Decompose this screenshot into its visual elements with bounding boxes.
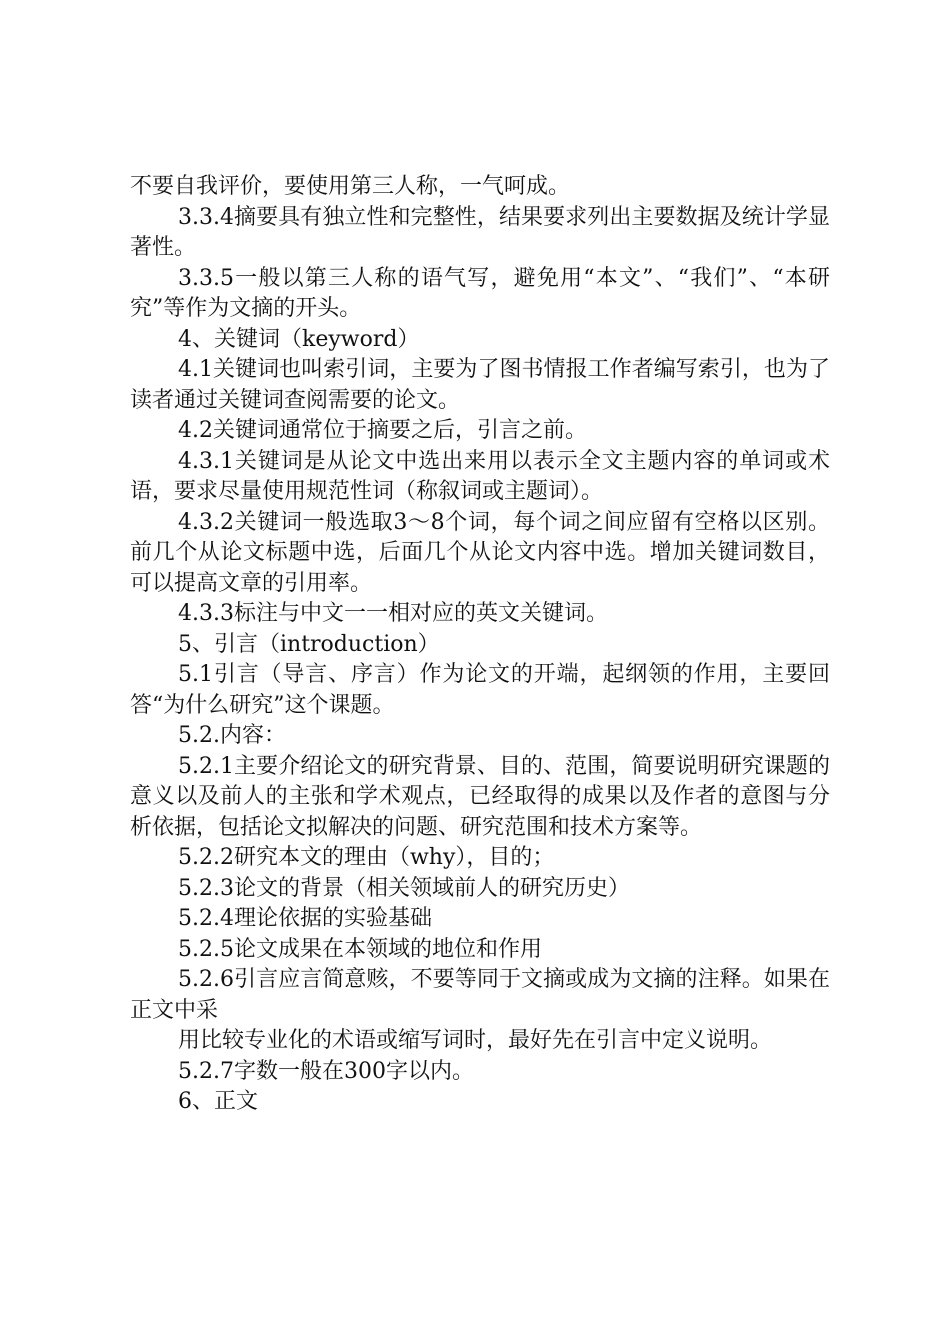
- paragraph: 不要自我评价，要使用第三人称，一气呵成。: [130, 174, 571, 199]
- paragraph: 5.1引言（导言、序言）作为论文的开端，起纲领的作用，主要回答“为什么研究”这个课题。: [130, 662, 830, 718]
- paragraph: 3.3.4摘要具有独立性和完整性，结果要求列出主要数据及统计学显著性。: [130, 204, 830, 260]
- paragraph: 4.3.3标注与中文一一相对应的英文关键词。: [178, 601, 608, 626]
- paragraph: 4.2关键词通常位于摘要之后，引言之前。: [178, 418, 587, 443]
- paragraph: 5.2.5论文成果在本领域的地位和作用: [178, 936, 542, 962]
- paragraph: 5.2.3论文的背景（相关领域前人的研究历史）: [178, 875, 630, 901]
- paragraph: 5.2.2研究本文的理由（why），目的；: [178, 845, 555, 870]
- subsection-heading-content: 5.2.内容：: [178, 723, 286, 748]
- document-body: [130, 172, 830, 1118]
- paragraph: 用比较专业化的术语或缩写词时，最好先在引言中定义说明。: [178, 1028, 773, 1053]
- section-heading-body: 6、正文: [178, 1089, 258, 1114]
- paragraph: 5.2.1主要介绍论文的研究背景、目的、范围，简要说明研究课题的意义以及前人的主张和学术观点，已经取得的成果以及作者的意图与分析依据，包括论文拟解决的问题、研究范围和技术方案等。: [130, 753, 830, 840]
- section-heading-introduction: 5、引言（introduction）: [178, 631, 440, 657]
- paragraph: 3.3.5一般以第三人称的语气写，避免用“本文”、“我们”、“本研究”等作为文摘的开头。: [130, 265, 830, 321]
- paragraph: 5.2.4理论依据的实验基础: [178, 906, 432, 931]
- section-heading-keywords: 4、关键词（keyword）: [178, 326, 420, 352]
- paragraph: 4.3.1关键词是从论文中选出来用以表示全文主题内容的单词或术语，要求尽量使用规范性词（称叙词或主题词）。: [130, 448, 830, 504]
- paragraph: 5.2.7字数一般在300字以内。: [178, 1058, 474, 1084]
- paragraph: 4.1关键词也叫索引词，主要为了图书情报工作者编写索引，也为了读者通过关键词查阅需要的论文。: [130, 357, 830, 413]
- paragraph: 4.3.2关键词一般选取3～8个词，每个词之间应留有空格以区别。前几个从论文标题中选，后面几个从论文内容中选。增加关键词数目，可以提高文章的引用率。: [130, 509, 830, 596]
- paragraph: 5.2.6引言应言简意赅，不要等同于文摘或成为文摘的注释。如果在正文中采: [130, 967, 830, 1023]
